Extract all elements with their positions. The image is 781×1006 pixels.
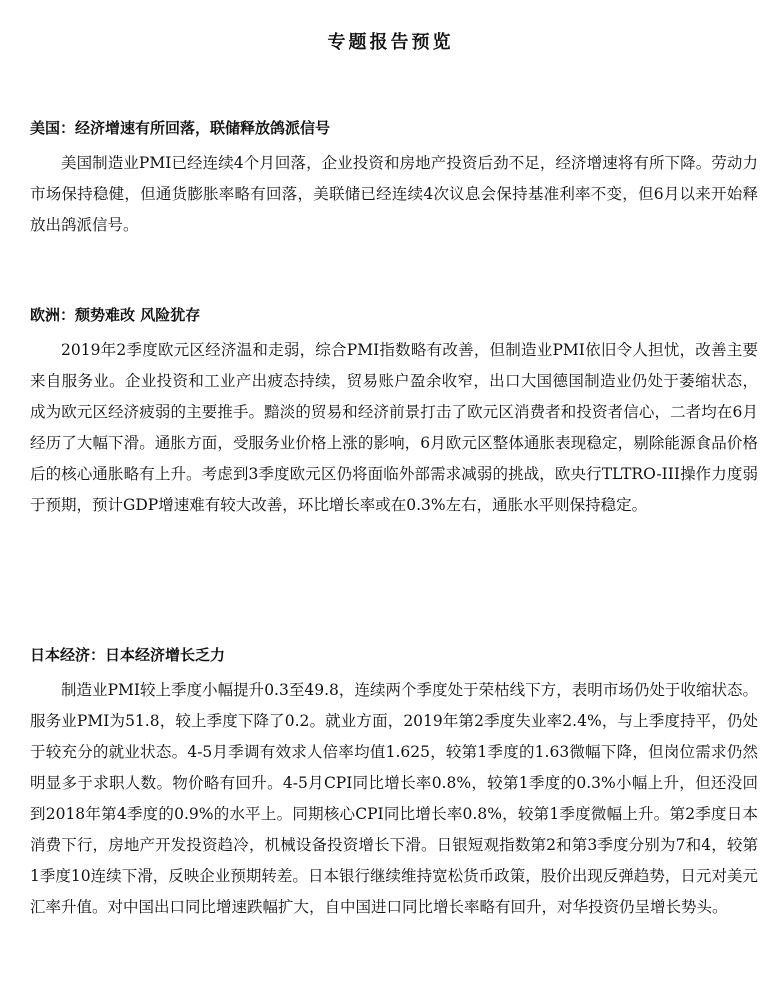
section-heading-us: 美国：经济增速有所回落，联储释放鸽派信号 xyxy=(30,119,331,137)
section-body-europe: 2019年2季度欧元区经济温和走弱，综合PMI指数略有改善，但制造业PMI依旧令人担忧，改善主要来自服务业。企业投资和工业产出疲态持续，贸易账户盈余收窄，出口大国德国制造业仍处于萎缩状态，成为欧元区经济疲弱的主要推手。黯淡的贸易和经济前景打击了欧元区消费者和投资者信心，二者均在6月经历了大幅下滑。通胀方面，受服务业价格上涨的影响，6月欧元区整体通胀表现稳定，剔除能源食品价格后的核心通胀略有上升。考虑到3季度欧元区仍将面临外部需求减弱的挑战，欧央行TLTRO-III操作力度弱于预期，预计GDP增速难有较大改善，环比增长率或在0.3%左右，通胀水平则保持稳定。 xyxy=(30,341,758,514)
section-heading-japan: 日本经济：日本经济增长乏力 xyxy=(30,646,226,664)
section-body-japan: 制造业PMI较上季度小幅提升0.3至49.8，连续两个季度处于荣枯线下方，表明市场仍处于收缩状态。服务业PMI为51.8，较上季度下降了0.2。就业方面，2019年第2季度失业率2.4%，与上季度持平，仍处于较充分的就业状态。4-5月季调有效求人倍率均值1.625，较第1季度的1.63微幅下降，但岗位需求仍然明显多于求职人数。物价略有回升。4-5月CPI同比增长率0.8%，较第1季度的0.3%小幅上升，但还没回到2018年第4季度的0.9%的水平上。同期核心CPI同比增长率0.8%，较第1季度微幅上升。第2季度日本消费下行，房地产开发投资趋冷，机械设备投资增长下滑。日银短观指数第2和第3季度分别为7和4，较第1季度10连续下滑，反映企业预期转差。日本银行继续维持宽松货币政策，股价出现反弹趋势，日元对美元汇率升值。对中国出口同比增速跌幅扩大，自中国进口同比增长率略有回升，对华投资仍呈增长势头。 xyxy=(30,681,758,916)
section-body-us: 美国制造业PMI已经连续4个月回落，企业投资和房地产投资后劲不足，经济增速将有所下降。劳动力市场保持稳健，但通货膨胀率略有回落，美联储已经连续4次议息会保持基准利率不变，但6月以来开始释放出鸽派信号。 xyxy=(30,154,758,234)
section-heading-europe: 欧洲：颓势难改 风险犹存 xyxy=(30,306,201,324)
section-europe xyxy=(30,305,758,521)
section-japan xyxy=(30,645,758,923)
section-us xyxy=(30,118,758,241)
page-title: 专题报告预览 xyxy=(327,32,454,53)
